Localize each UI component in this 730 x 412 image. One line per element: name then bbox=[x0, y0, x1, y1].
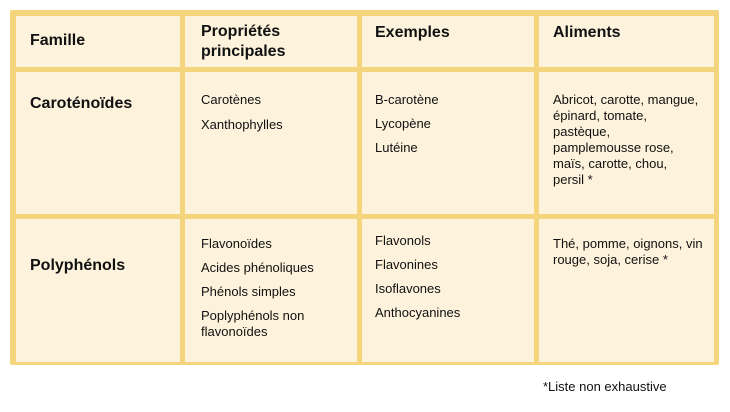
footnote: *Liste non exhaustive bbox=[543, 379, 667, 394]
header-aliments: Aliments bbox=[553, 24, 621, 41]
list-item: Acides phénoliques bbox=[201, 260, 314, 275]
properties-list bbox=[201, 236, 351, 340]
list-item: Flavonines bbox=[375, 257, 438, 272]
list-item: Carotènes bbox=[201, 92, 261, 107]
list-item: Flavonols bbox=[375, 233, 431, 248]
table-row-1-examples-cell bbox=[362, 72, 534, 214]
table-row-2-foods-cell bbox=[539, 219, 714, 362]
header-cell-proprietes bbox=[185, 16, 357, 67]
foods-text: Abricot, carotte, mangue, épinard, tomate, pastèque, pamplemousse rose, maïs, carotte, chou, persil * bbox=[553, 92, 699, 187]
header-cell-famille bbox=[16, 16, 180, 67]
table-row-1-properties-cell bbox=[185, 72, 357, 214]
table-row-1-family-cell bbox=[16, 72, 180, 214]
list-item: Phénols simples bbox=[201, 284, 296, 299]
list-item: Anthocyanines bbox=[375, 305, 461, 320]
list-item: Isoflavones bbox=[375, 281, 441, 296]
header-proprietes: Propriétés principales bbox=[201, 23, 286, 60]
header-cell-exemples bbox=[362, 16, 534, 67]
list-item: Lycopène bbox=[375, 116, 431, 131]
list-item: Lutéine bbox=[375, 140, 418, 155]
table-row-2-family-cell bbox=[16, 219, 180, 362]
list-item: Flavonoïdes bbox=[201, 236, 272, 251]
list-item: Poplyphénols non flavonoïdes bbox=[201, 308, 305, 339]
family-name: Polyphénols bbox=[30, 257, 126, 274]
table-row-1-foods-cell bbox=[539, 72, 714, 214]
list-item: B-carotène bbox=[375, 92, 439, 107]
table-row-2-examples-cell bbox=[362, 219, 534, 362]
properties-list bbox=[201, 92, 283, 133]
examples-list bbox=[375, 233, 460, 321]
examples-list bbox=[375, 92, 439, 156]
family-name: Caroténoïdes bbox=[30, 95, 133, 112]
header-cell-aliments bbox=[539, 16, 714, 67]
list-item: Xanthophylles bbox=[201, 117, 283, 132]
table-row-2-properties-cell bbox=[185, 219, 357, 362]
header-famille: Famille bbox=[30, 32, 86, 49]
foods-text: Thé, pomme, oignons, vin rouge, soja, cerise * bbox=[553, 236, 703, 267]
header-exemples: Exemples bbox=[375, 24, 450, 41]
